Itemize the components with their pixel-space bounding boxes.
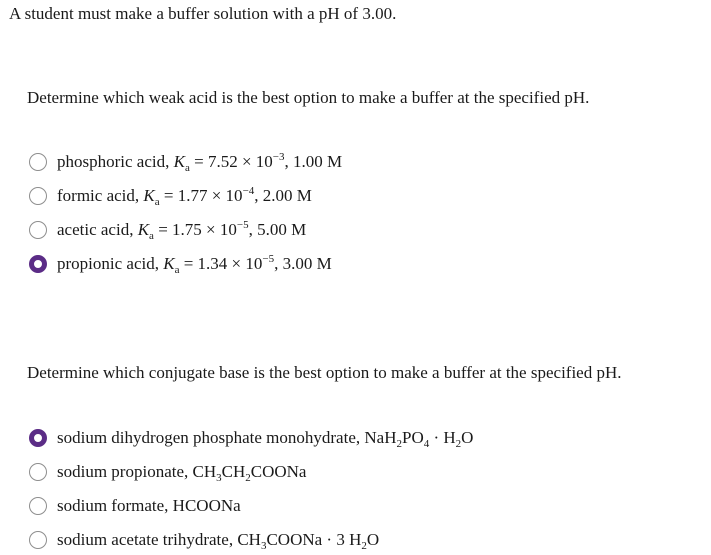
conjugate-base-options (29, 421, 473, 555)
radio-button[interactable] (29, 221, 47, 239)
equals-sign: = (163, 186, 174, 205)
weak-acid-options (29, 145, 342, 281)
radio-button[interactable] (29, 153, 47, 171)
formula-text: · H (429, 428, 456, 447)
ka-symbol: K (163, 254, 175, 273)
radio-button[interactable] (29, 187, 47, 205)
radio-button[interactable] (29, 429, 47, 447)
option-sodium-formate[interactable] (29, 489, 473, 523)
concentration: , 3.00 M (274, 254, 332, 273)
option-sodium-dihydrogen-phosphate[interactable] (29, 421, 473, 455)
formula-text: NaH (360, 428, 397, 447)
formula-text: O (461, 428, 474, 447)
option-formic-acid[interactable] (29, 179, 342, 213)
chemical-formula (233, 530, 380, 552)
option-acetic-acid[interactable] (29, 213, 342, 247)
ka-symbol: K (137, 220, 150, 239)
radio-button[interactable] (29, 497, 47, 515)
intro-text: A student must make a buffer solution with a pH of 3.00. (9, 4, 397, 23)
formula-text: CH (233, 530, 261, 549)
question-prompt: Determine which weak acid is the best option to make a buffer at the specified pH. (27, 88, 590, 107)
ka-symbol: K (173, 152, 185, 171)
equals-sign: = (194, 152, 204, 171)
option-label (57, 428, 473, 448)
formula-subscript: 3 (260, 540, 267, 552)
option-label (57, 496, 241, 516)
formula-text: O (366, 530, 380, 549)
formula-text: PO (401, 428, 424, 447)
radio-button[interactable] (29, 255, 47, 273)
ka-exponent: −5 (262, 253, 275, 265)
option-name: phosphoric acid, (57, 152, 170, 171)
option-label (57, 462, 306, 482)
option-name: sodium propionate, (57, 462, 189, 481)
ka-symbol: K (143, 186, 155, 205)
ka-subscript: a (174, 264, 180, 276)
formula-text: HCOONa (168, 496, 241, 515)
ka-subscript: a (149, 230, 154, 242)
chemical-formula (188, 462, 307, 484)
option-sodium-acetate-trihydrate[interactable] (29, 523, 473, 555)
ka-coefficient: 1.34 × 10 (197, 254, 263, 273)
option-label (57, 186, 312, 206)
option-name: propionic acid, (57, 254, 159, 273)
ka-subscript: a (154, 196, 160, 208)
chemical-formula (168, 496, 240, 515)
ka-exponent: −5 (236, 219, 249, 231)
formula-subscript: 2 (361, 540, 367, 552)
formula-subscript: 2 (245, 472, 251, 484)
radio-button[interactable] (29, 531, 47, 549)
equals-sign: = (183, 254, 194, 273)
ka-coefficient: 1.75 × 10 (172, 220, 237, 239)
ka-exponent: −3 (272, 151, 285, 163)
formula-subscript: 4 (423, 438, 430, 450)
formula-text: CH (221, 462, 246, 481)
ka-coefficient: 1.77 × 10 (177, 186, 243, 205)
option-name: sodium formate, (57, 496, 169, 515)
formula-subscript: 2 (396, 438, 402, 450)
option-sodium-propionate[interactable] (29, 455, 473, 489)
formula-text: COONa · 3 H (266, 530, 362, 549)
formula-text: COONa (250, 462, 307, 481)
formula-subscript: 2 (455, 438, 462, 450)
option-phosphoric-acid[interactable] (29, 145, 342, 179)
chemical-formula (360, 428, 474, 450)
option-name: acetic acid, (57, 220, 134, 239)
formula-text: CH (188, 462, 217, 481)
ka-coefficient: 7.52 × 10 (207, 152, 273, 171)
equals-sign: = (158, 220, 168, 239)
radio-button[interactable] (29, 463, 47, 481)
option-label (57, 152, 342, 172)
ka-exponent: −4 (242, 185, 255, 197)
option-label (57, 530, 379, 550)
question-prompt: Determine which conjugate base is the best option to make a buffer at the specified pH. (27, 363, 622, 382)
concentration: , 5.00 M (248, 220, 307, 239)
option-name: formic acid, (57, 186, 140, 205)
concentration: , 1.00 M (284, 152, 343, 171)
option-label (57, 254, 332, 274)
formula-subscript: 3 (216, 472, 222, 484)
concentration: , 2.00 M (254, 186, 312, 205)
ka-subscript: a (184, 162, 190, 174)
option-label (57, 220, 306, 240)
option-name: sodium dihydrogen phosphate monohydrate, (57, 428, 361, 447)
option-name: sodium acetate trihydrate, (57, 530, 234, 549)
option-propionic-acid[interactable] (29, 247, 342, 281)
